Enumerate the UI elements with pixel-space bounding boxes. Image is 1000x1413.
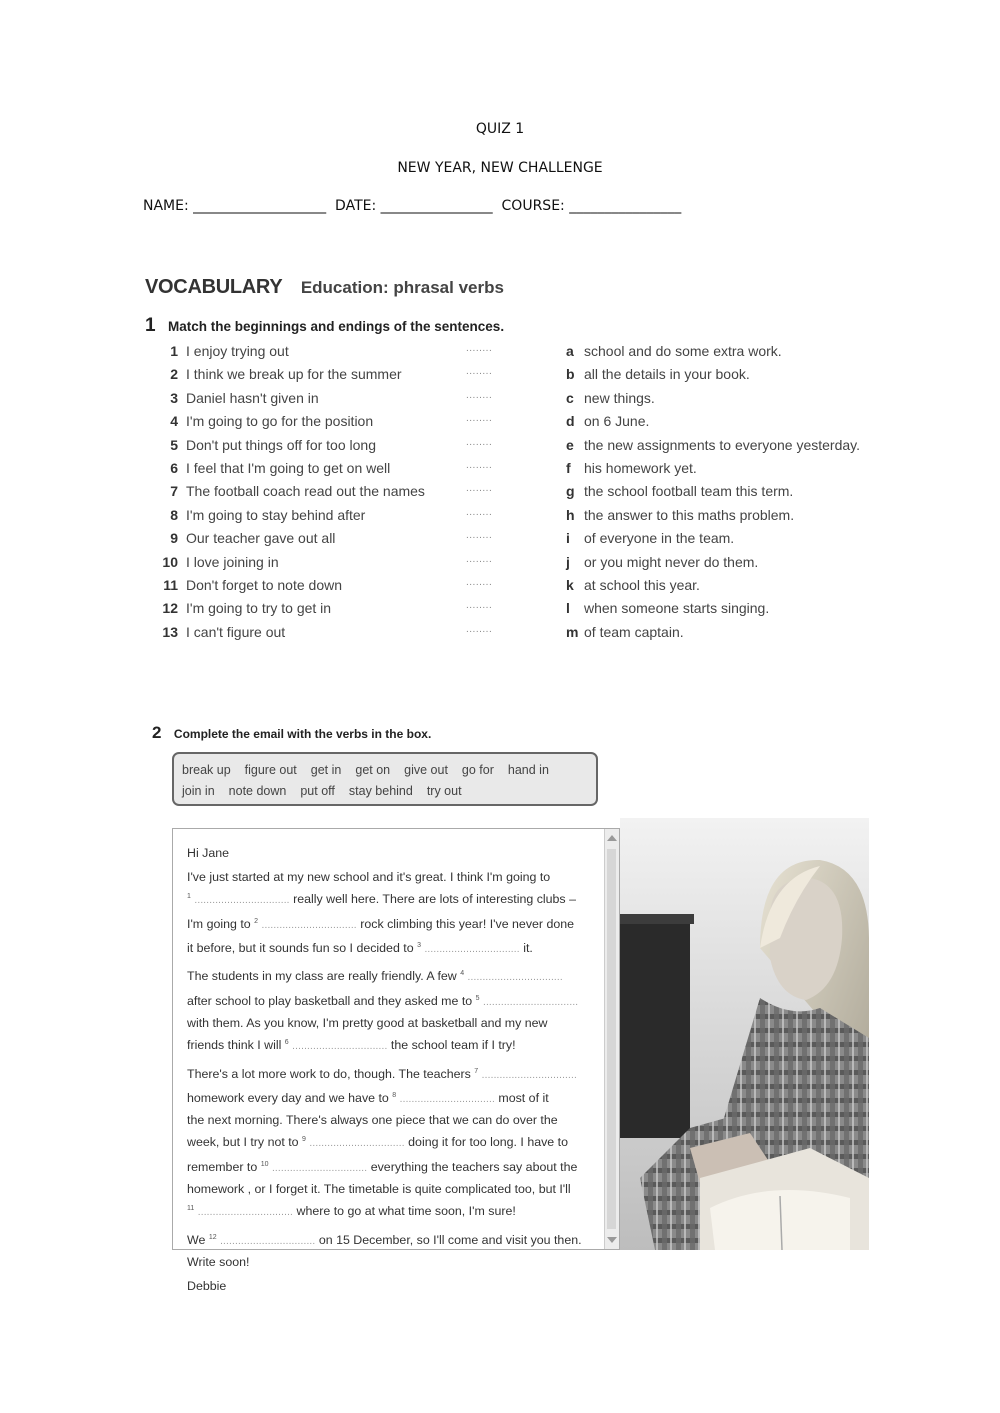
sentence-ending: or you might never do them.	[584, 553, 759, 570]
match-row	[160, 366, 900, 389]
answer-gap[interactable]: ................................	[467, 972, 563, 984]
row-number: 6	[170, 459, 178, 476]
sentence-ending: the new assignments to everyone yesterday.	[584, 436, 861, 453]
gap-number: 1	[187, 893, 191, 901]
gap-number: 10	[260, 1160, 269, 1168]
email-scrollbar[interactable]	[604, 829, 619, 1249]
vocabulary-label: VOCABULARY	[145, 276, 283, 298]
ending-letter: c	[566, 389, 574, 406]
vocabulary-heading	[145, 276, 504, 299]
gap-number: 7	[474, 1067, 479, 1075]
row-number: 5	[170, 436, 178, 453]
sentence-ending: of team captain.	[584, 623, 684, 640]
answer-blank[interactable]: ........	[466, 483, 493, 495]
answer-gap[interactable]: ................................	[399, 1094, 495, 1106]
gap-number: 3	[417, 942, 421, 950]
gap-number: 8	[392, 1091, 397, 1099]
ending-letter: d	[566, 413, 575, 430]
match-row	[160, 624, 900, 647]
student-at-computer-photo	[620, 818, 869, 1250]
sentence-ending: the school football team this term.	[584, 483, 794, 500]
match-row	[160, 343, 900, 366]
answer-blank[interactable]: ........	[466, 623, 493, 635]
verb-option: hand in	[507, 763, 549, 777]
match-row	[160, 460, 900, 483]
verb-option: figure out	[244, 763, 297, 777]
ending-letter: e	[566, 436, 574, 453]
email-paragraph-4: We $^{12}$ ................................ on 15 December, so I'll come and visit you then. Write soon!	[187, 1232, 582, 1269]
verb-option: join in	[182, 784, 215, 798]
answer-gap[interactable]: ................................	[309, 1138, 405, 1150]
ending-letter: k	[566, 576, 574, 593]
email-paragraph-1: I've just started at my new school and it's great. I think I'm going to $^1$ ................................ really well here. There are lots of interesting clubs – I'm going to $^2$ ................................ rock climbing this year! I've never done it before, but it sounds fun so I decided to $^3$ ................................ it.	[187, 870, 576, 956]
answer-blank[interactable]: ........	[466, 389, 493, 401]
ending-letter: h	[566, 506, 575, 523]
sentence-beginning: I think we break up for the summer	[186, 366, 402, 383]
row-number: 7	[170, 483, 178, 500]
ending-letter: b	[566, 366, 575, 383]
answer-blank[interactable]: ........	[466, 459, 493, 471]
answer-blank[interactable]: ........	[466, 553, 493, 565]
quiz-subtitle: NEW YEAR, NEW CHALLENGE	[397, 160, 603, 176]
answer-gap[interactable]: ................................	[271, 1162, 368, 1174]
gap-number: 12	[208, 1233, 217, 1241]
row-number: 4	[170, 413, 178, 430]
sentence-ending: of everyone in the team.	[584, 530, 735, 547]
answer-blank[interactable]: ........	[466, 413, 493, 425]
sentence-beginning: Don't put things off for too long	[186, 436, 376, 453]
exercise-1-instruction: Match the beginnings and endings of the sentences.	[168, 319, 505, 334]
row-number: 9	[170, 530, 178, 547]
verb-option: give out	[404, 763, 448, 777]
quiz-title: QUIZ 1	[475, 121, 525, 137]
answer-blank[interactable]: ........	[466, 530, 493, 542]
verb-option: go for	[461, 763, 494, 777]
email-paragraph-2: The students in my class are really friendly. A few $^4$ ................................ after school to play basketball and they asked me to $^5$ ................................ with them. As you know, I'm pretty good at basketball and my new friends think I will $^6$ ................................ the school team if I try!	[187, 969, 579, 1053]
sentence-beginning: Don't forget to note down	[186, 576, 342, 593]
row-number: 1	[170, 343, 178, 359]
gap-number: 6	[284, 1039, 289, 1047]
sentence-beginning: I'm going to go for the position	[186, 413, 374, 430]
row-number: 11	[163, 576, 178, 593]
verb-option: stay behind	[348, 784, 413, 798]
answer-gap[interactable]: ................................	[220, 1235, 316, 1247]
match-row	[160, 577, 900, 600]
exercise-1-heading	[145, 315, 504, 337]
row-number: 3	[170, 389, 178, 406]
ending-letter: m	[566, 623, 579, 640]
match-row	[160, 530, 900, 553]
sentence-beginning: Daniel hasn't given in	[186, 389, 319, 406]
verb-option: break up	[182, 763, 231, 777]
match-row	[160, 507, 900, 530]
verb-option: try out	[426, 784, 462, 798]
ending-letter: j	[566, 553, 570, 570]
row-number: 10	[162, 553, 178, 570]
verb-box	[172, 752, 598, 806]
answer-blank[interactable]: ........	[466, 506, 493, 518]
verb-option: put off	[300, 784, 335, 798]
ending-letter: a	[566, 343, 574, 359]
answer-gap[interactable]: ................................	[424, 944, 520, 956]
answer-gap[interactable]: ................................	[482, 996, 579, 1008]
matching-list	[160, 343, 900, 647]
vocabulary-topic: Education: phrasal verbs	[300, 278, 504, 297]
scroll-down-arrow-icon[interactable]	[607, 1237, 617, 1243]
sentence-ending: school and do some extra work.	[584, 343, 782, 359]
answer-gap[interactable]: ................................	[261, 919, 357, 931]
sentence-ending: the answer to this maths problem.	[584, 506, 795, 523]
ending-letter: l	[566, 600, 570, 617]
exercise-1-number: 1	[145, 315, 156, 336]
row-number: 8	[170, 506, 178, 523]
ending-letter: i	[566, 530, 570, 547]
match-row	[160, 600, 900, 623]
exercise-2-heading	[152, 723, 431, 743]
email-signature: Debbie	[187, 1279, 227, 1294]
verb-option: get in	[310, 763, 342, 777]
student-info-line: NAME: ___________________ DATE: ________________ COURSE: ________________	[143, 198, 682, 214]
scroll-up-arrow-icon[interactable]	[607, 835, 617, 841]
sentence-ending: his homework yet.	[584, 459, 697, 476]
sentence-beginning: I'm going to stay behind after	[186, 506, 366, 523]
verb-option: note down	[228, 784, 287, 798]
exercise-2-number: 2	[152, 723, 162, 742]
gap-number: 9	[302, 1136, 306, 1144]
match-row	[160, 413, 900, 436]
answer-blank[interactable]: ........	[466, 600, 493, 612]
sentence-beginning: The football coach read out the names	[186, 483, 425, 500]
email-greeting: Hi Jane	[187, 846, 230, 860]
match-row	[160, 483, 900, 506]
sentence-beginning: I love joining in	[186, 553, 279, 570]
verb-option: get on	[355, 763, 391, 777]
student-illustration	[620, 818, 869, 1250]
answer-blank[interactable]: ........	[466, 343, 493, 354]
gap-number: 5	[475, 994, 480, 1002]
ending-letter: f	[566, 459, 571, 476]
answer-blank[interactable]: ........	[466, 576, 493, 588]
row-number: 12	[162, 600, 178, 617]
ending-letter: g	[566, 483, 575, 500]
gap-number: 4	[460, 970, 465, 978]
scroll-thumb[interactable]	[607, 849, 616, 1229]
gap-number: 2	[254, 917, 259, 925]
sentence-ending: when someone starts singing.	[584, 600, 770, 617]
match-row	[160, 437, 900, 460]
answer-gap[interactable]: ................................	[194, 895, 290, 907]
gap-number: 11	[187, 1205, 195, 1213]
sentence-beginning: Our teacher gave out all	[186, 530, 336, 547]
sentence-beginning: I feel that I'm going to get on well	[186, 459, 391, 476]
sentence-ending: at school this year.	[584, 576, 700, 593]
email-closing: Write soon!	[187, 1254, 250, 1269]
answer-blank[interactable]: ........	[466, 436, 493, 448]
sentence-ending: all the details in your book.	[584, 366, 750, 383]
match-row	[160, 390, 900, 413]
answer-gap[interactable]: ................................	[481, 1069, 577, 1081]
sentence-beginning: I'm going to try to get in	[186, 600, 332, 617]
email-paragraph-3: There's a lot more work to do, though. The teachers $^7$ ................................ homework every day and we have to $^8$ ................................ most of it the next morning. There's always one piece that we can do over the week, but I try not to $^9$ ................................ doing it for too long. I have to remember to $^{10}$ ................................ everything the teachers say about the homework , or I forget it. The timetable is quite complicated too, but I'll $^{11}$ ................................ where to go at what time soon, I'm sure!	[187, 1066, 578, 1219]
exercise-2-instruction: Complete the email with the verbs in the box.	[173, 727, 432, 741]
answer-blank[interactable]: ........	[466, 366, 493, 378]
email-panel	[172, 828, 620, 1294]
answer-gap[interactable]: ................................	[292, 1041, 388, 1053]
sentence-beginning: I enjoy trying out	[186, 343, 289, 359]
sentence-beginning: I can't figure out	[186, 623, 286, 640]
match-row	[160, 554, 900, 577]
sentence-ending: on 6 June.	[584, 413, 650, 430]
sentence-ending: new things.	[584, 389, 655, 406]
answer-gap[interactable]: ................................	[197, 1207, 294, 1219]
row-number: 2	[170, 366, 178, 383]
row-number: 13	[162, 623, 178, 640]
